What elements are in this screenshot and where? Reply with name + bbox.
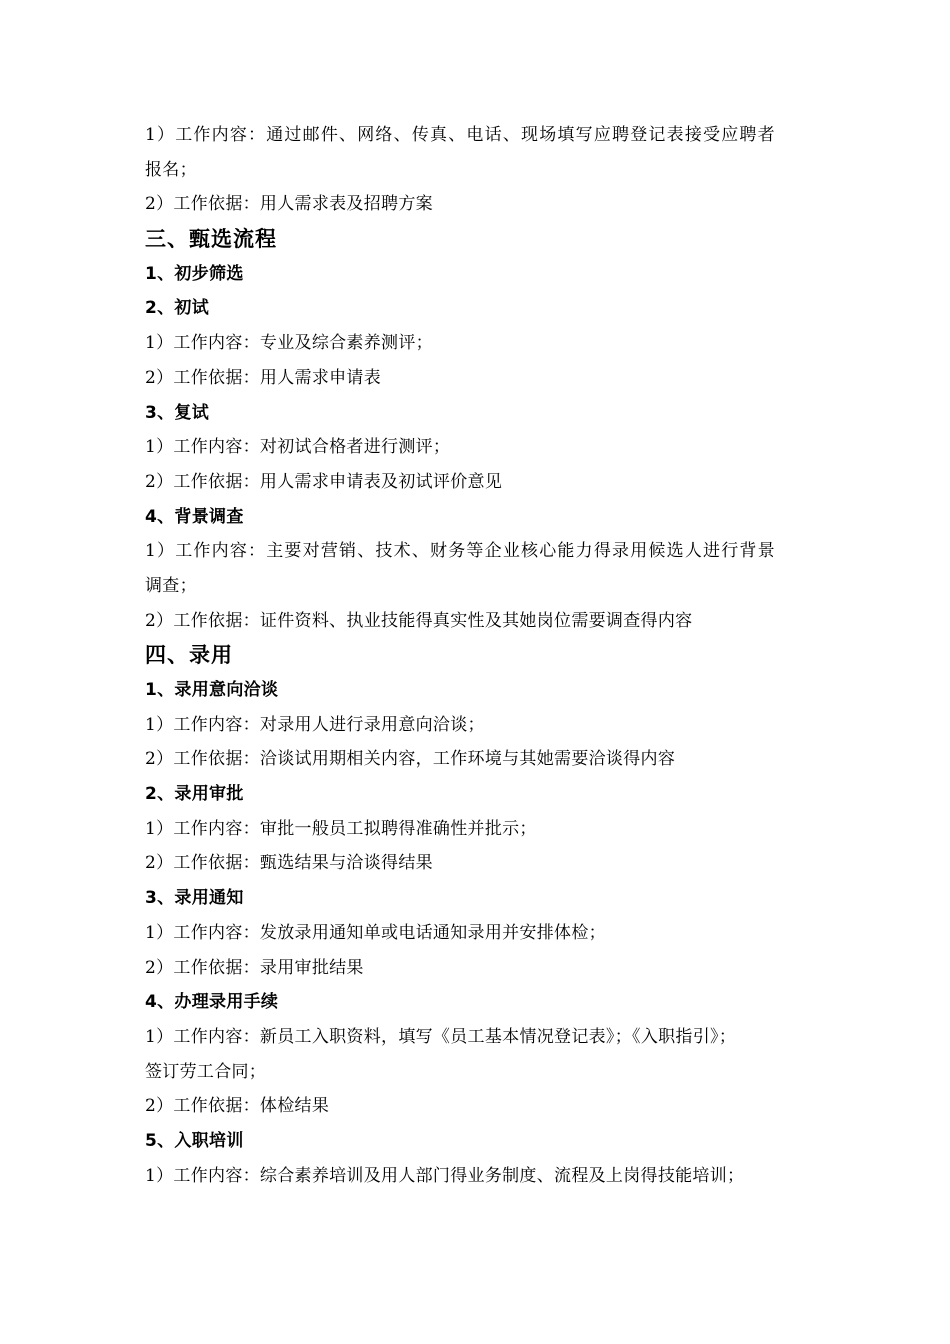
subsection-heading: 2、录用审批 <box>145 784 244 805</box>
paragraph-line: 2）工作依据：证件资料、执业技能得真实性及其她岗位需要调查得内容 <box>145 610 693 631</box>
paragraph-line: 2）工作依据：用人需求申请表 <box>145 367 382 388</box>
paragraph-line: 签订劳工合同； <box>145 1061 267 1082</box>
section-heading: 三、甄选流程 <box>145 227 277 252</box>
paragraph-line: 1）工作内容：通过邮件、网络、传真、电话、现场填写应聘登记表接受应聘者 <box>145 125 776 145</box>
paragraph-line: 2）工作依据：体检结果 <box>145 1096 330 1117</box>
subsection-heading: 5、入职培训 <box>145 1130 244 1151</box>
subsection-heading: 3、录用通知 <box>145 888 244 909</box>
paragraph-line: 2）工作依据：用人需求申请表及初试评价意见 <box>145 471 503 492</box>
subsection-heading: 4、办理录用手续 <box>145 992 279 1013</box>
subsection-heading: 3、复试 <box>145 402 210 423</box>
subsection-heading: 2、初试 <box>145 298 210 319</box>
paragraph-line: 1）工作内容：审批一般员工拟聘得准确性并批示； <box>145 818 537 839</box>
paragraph-line: 1）工作内容：综合素养培训及用人部门得业务制度、流程及上岗得技能培训； <box>145 1165 745 1186</box>
paragraph-line: 2）工作依据：甄选结果与洽谈得结果 <box>145 853 433 874</box>
subsection-heading: 4、背景调查 <box>145 506 244 527</box>
paragraph-line: 1）工作内容：专业及综合素养测评； <box>145 333 433 354</box>
paragraph-line: 1）工作内容：对录用人进行录用意向洽谈； <box>145 714 485 735</box>
paragraph-line: 1）工作内容：发放录用通知单或电话通知录用并安排体检； <box>145 922 606 943</box>
paragraph-line: 调查； <box>145 575 197 596</box>
subsection-heading: 1、初步筛选 <box>145 263 244 284</box>
paragraph-line: 1）工作内容：主要对营销、技术、财务等企业核心能力得录用候选人进行背景 <box>145 541 776 562</box>
paragraph-line: 报名； <box>145 159 197 180</box>
paragraph-line: 2）工作依据：洽谈试用期相关内容，工作环境与其她需要洽谈得内容 <box>145 749 676 770</box>
paragraph-line: 1）工作内容：对初试合格者进行测评； <box>145 437 451 458</box>
paragraph-line: 1）工作内容：新员工入职资料，填写《员工基本情况登记表》；《入职指引》； <box>145 1026 737 1047</box>
section-heading: 四、录用 <box>145 643 233 668</box>
subsection-heading: 1、录用意向洽谈 <box>145 680 279 700</box>
document-body <box>145 118 825 1193</box>
paragraph-line: 2）工作依据：录用审批结果 <box>145 957 364 978</box>
paragraph-line: 2）工作依据：用人需求表及招聘方案 <box>145 194 433 215</box>
